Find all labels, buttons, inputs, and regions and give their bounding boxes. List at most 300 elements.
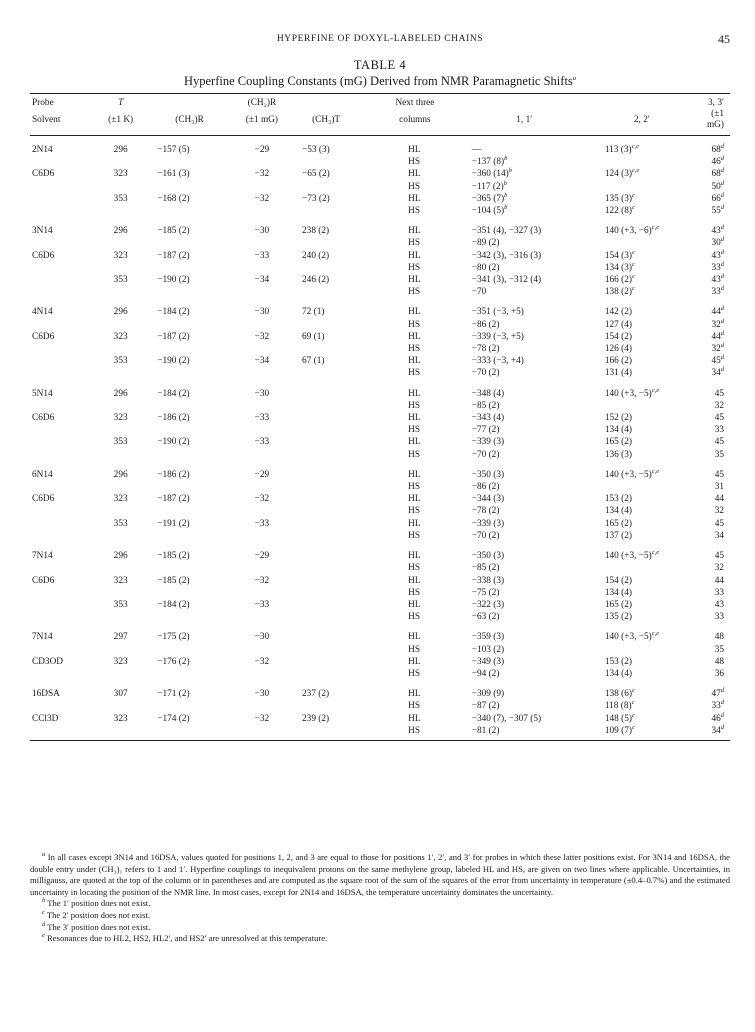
temperature-cell (94, 611, 147, 623)
table-row (30, 505, 730, 517)
proton-label-cell: HS (408, 644, 421, 655)
ch3-r-cell (147, 367, 232, 379)
ch3-t-cell (292, 156, 360, 168)
table-row (30, 623, 730, 643)
position-1-cell: −322 (3) (471, 599, 505, 610)
probe-solvent-cell: 6N14 (32, 469, 53, 480)
proton-label-cell: HS (408, 425, 421, 436)
footnote-mark: c,e (651, 386, 660, 394)
footnote-b-text: The 1′ position does not exist. (47, 898, 151, 909)
position-2-cell: 165 (2) (604, 599, 632, 610)
position-2-cell (579, 644, 705, 656)
ch2-r-cell: −33 (254, 250, 270, 261)
ch2-r-cell: −30 (254, 689, 270, 700)
position-2-cell: 165 (2) (604, 518, 632, 529)
footnote-e (30, 933, 730, 945)
table-row (30, 530, 730, 542)
ch3-t-cell (292, 449, 360, 461)
probe-solvent-cell: C6D6 (32, 169, 55, 180)
header-p3-uncertainty: (±1 mG) (705, 109, 730, 136)
ch2-r-cell (232, 367, 292, 379)
probe-solvent-cell: C6D6 (32, 413, 55, 424)
ch3-t-cell (292, 481, 360, 493)
ch3-r-cell (147, 505, 232, 517)
position-2-cell: 153 (2) (604, 494, 632, 505)
ch2-r-cell (232, 562, 292, 574)
probe-solvent-cell (30, 644, 94, 656)
footnote-mark: d (720, 366, 724, 374)
temperature-cell (94, 367, 147, 379)
ch2-r-cell: −34 (254, 275, 270, 286)
position-1-cell: −70 (2) (471, 449, 500, 460)
position-1-cell: −70 (2) (471, 368, 500, 379)
ch2-r-cell: −29 (254, 551, 270, 562)
table-row (30, 136, 730, 157)
temperature-cell: 353 (113, 518, 128, 529)
ch3-t-cell: 239 (2) (302, 713, 330, 724)
position-3-cell: 43$^d$ (711, 248, 724, 261)
footnote-mark: c (631, 260, 635, 268)
running-head (30, 34, 730, 48)
probe-solvent-cell (30, 530, 94, 542)
position-1-cell: −365 $(7)^b$ (471, 191, 508, 204)
table-row (30, 262, 730, 274)
ch2-r-cell: −33 (254, 413, 270, 424)
ch2-r-cell (232, 611, 292, 623)
ch2-r-cell: −29 (254, 469, 270, 480)
ch2-r-cell (232, 156, 292, 168)
footnote-mark: c,e (631, 142, 640, 150)
table-title-footnote-mark: a (572, 74, 577, 82)
position-2-cell (579, 562, 705, 574)
ch2-r-cell (232, 286, 292, 298)
position-2-cell: 153 (2) (604, 656, 632, 667)
ch3-r-cell: −185 (2) (157, 226, 190, 237)
ch3-t-cell (292, 530, 360, 542)
ch3-t-cell (292, 343, 360, 355)
ch3-r-cell: −184 (2) (157, 388, 190, 399)
position-2-cell: 140 (+3, −6)$^{c,e}$ (604, 224, 660, 237)
position-2-cell: 124 $(3)^{c,e}$ (604, 167, 640, 180)
footnote-mark: c (631, 711, 635, 719)
temperature-cell (94, 505, 147, 517)
probe-solvent-cell: 3N14 (32, 226, 53, 237)
ch2-r-cell: −32 (254, 656, 270, 667)
ch3-t-cell (292, 436, 360, 448)
header-p3: 3, 3′ (705, 94, 730, 110)
temperature-cell (94, 481, 147, 493)
position-1-cell: −350 (3) (471, 551, 505, 562)
table-footnotes (30, 852, 730, 945)
temperature-cell (94, 286, 147, 298)
temperature-cell (94, 181, 147, 193)
proton-label-cell: HL (408, 494, 421, 505)
probe-solvent-cell: C6D6 (32, 250, 55, 261)
probe-solvent-cell (30, 367, 94, 379)
proton-label-cell: HL (408, 331, 421, 342)
probe-solvent-cell (30, 587, 94, 599)
ch3-t-cell (292, 656, 360, 668)
proton-label-cell: HL (408, 145, 421, 155)
header-solvent: Solvent (30, 109, 94, 136)
proton-label-cell: HS (408, 368, 421, 379)
temperature-cell: 353 (113, 193, 128, 204)
position-3-cell: 32 (714, 400, 724, 411)
ch3-t-cell (292, 461, 360, 481)
position-3-cell: 32 (714, 563, 724, 574)
position-3-cell: 33$^d$ (711, 699, 724, 712)
footnote-b (30, 898, 730, 910)
temperature-cell: 323 (113, 494, 128, 505)
probe-solvent-cell (30, 400, 94, 412)
temperature-cell: 307 (113, 689, 128, 700)
table-row (30, 412, 730, 424)
ch3-r-cell (147, 700, 232, 712)
footnote-mark: c (631, 191, 635, 199)
footnote-mark: d (720, 723, 724, 731)
ch3-t-cell (292, 380, 360, 400)
position-3-cell: 44 (714, 494, 724, 505)
proton-label-cell: HS (408, 701, 421, 712)
table-row (30, 713, 730, 725)
position-1-cell: −343 (4) (471, 413, 505, 424)
position-2-cell (579, 400, 705, 412)
ch3-r-cell: −171 (2) (157, 689, 190, 700)
footnote-mark: d (720, 687, 724, 695)
position-2-cell: 140 (+3, −5)$^{c,e}$ (604, 549, 660, 562)
proton-label-cell: HL (408, 356, 421, 367)
proton-label-cell: HL (408, 275, 421, 286)
position-1-cell: −341 (3), −312 (4) (471, 275, 542, 286)
ch3-r-cell: −175 (2) (157, 632, 190, 643)
footnote-e-text: Resonances due to HL2, HS2, HL2′, and HS2′ are unresolved at this temperature. (47, 933, 328, 944)
position-1-cell: −350 (3) (471, 469, 505, 480)
table-row (30, 656, 730, 668)
ch2-r-cell (232, 424, 292, 436)
position-1-cell: −85 (2) (471, 400, 500, 411)
table-caption (30, 58, 730, 89)
position-1-cell: −78 (2) (471, 506, 500, 517)
probe-solvent-cell: CD3OD (32, 656, 63, 667)
footnote-mark: d (720, 203, 724, 211)
probe-solvent-cell (30, 611, 94, 623)
ch2-r-cell: −34 (254, 356, 270, 367)
ch3-r-cell (147, 181, 232, 193)
position-2-cell: 140 (+3, −5)$^{c,e}$ (604, 386, 660, 399)
position-1-cell: −86 (2) (471, 319, 500, 330)
position-2-cell: 122 $(8)^c$ (604, 203, 635, 217)
ch3-t-cell: −73 (2) (302, 193, 330, 204)
position-1-cell: −339 (3) (471, 518, 505, 529)
proton-label-cell: HL (408, 551, 421, 562)
position-3-cell: 45 (714, 437, 724, 448)
position-2-cell: 134 (4) (604, 506, 632, 517)
position-2-cell: 148 $(5)^c$ (604, 711, 635, 724)
ch3-t-cell (292, 587, 360, 599)
position-2-cell: 140 (+3, −5)$^{c,e}$ (604, 467, 660, 480)
ch3-r-cell (147, 400, 232, 412)
ch3-r-cell: −174 (2) (157, 713, 190, 724)
position-3-cell: 35 (714, 644, 724, 655)
probe-solvent-cell (30, 424, 94, 436)
position-1-cell: −75 (2) (471, 587, 500, 598)
position-3-cell: 33 (714, 425, 724, 436)
footnote-mark: c,e (631, 167, 640, 175)
position-1-cell: −349 (3) (471, 656, 505, 667)
running-title: HYPERFINE OF DOXYL-LABELED CHAINS (276, 34, 484, 44)
footnote-mark: d (720, 272, 724, 280)
temperature-cell (94, 343, 147, 355)
footnote-mark: c,e (651, 224, 660, 232)
table-row (30, 181, 730, 193)
position-2-cell (579, 237, 705, 249)
table-row (30, 493, 730, 505)
position-2-cell: 134 (4) (604, 668, 632, 679)
probe-solvent-cell (30, 668, 94, 680)
temperature-cell (94, 587, 147, 599)
position-3-cell: 44$^d$ (711, 329, 724, 342)
position-1-cell: −78 (2) (471, 344, 500, 355)
proton-label-cell: HL (408, 632, 421, 643)
proton-label-cell: HS (360, 725, 470, 741)
position-3-cell: 45 (714, 551, 724, 562)
temperature-cell (94, 319, 147, 331)
table-row (30, 575, 730, 587)
ch3-r-cell: −187 (2) (157, 331, 190, 342)
ch3-t-cell (292, 599, 360, 611)
ch3-r-cell: −185 (2) (157, 551, 190, 562)
ch3-t-cell: 67 (1) (302, 356, 325, 367)
position-1-cell: −89 (2) (471, 238, 500, 249)
temperature-cell: 323 (113, 413, 128, 424)
header-p2-top (579, 94, 705, 110)
position-1-cell: −348 (4) (471, 388, 505, 399)
position-2-cell (579, 156, 705, 168)
ch3-r-cell (147, 424, 232, 436)
header-row-2 (30, 109, 730, 136)
position-2-cell: 134 (4) (604, 425, 632, 436)
proton-label-cell: HL (408, 307, 421, 318)
proton-label-cell: HL (408, 599, 421, 610)
ch2-r-cell (232, 668, 292, 680)
ch3-r-cell: −191 (2) (157, 518, 190, 529)
ch3-r-cell: −157 (5) (157, 145, 190, 155)
ch3-r-cell: −185 (2) (157, 575, 190, 586)
position-1-cell: −104 $(5)^b$ (471, 203, 508, 217)
position-3-cell: 33 (714, 587, 724, 598)
header-p1-top (470, 94, 579, 110)
ch2-r-cell (232, 505, 292, 517)
position-3-cell: 68$^d$ (711, 167, 724, 180)
position-2-cell: 135 (2) (604, 612, 632, 623)
header-row-1 (30, 94, 730, 110)
ch3-t-cell: 69 (1) (302, 331, 325, 342)
ch3-t-cell (292, 286, 360, 298)
probe-solvent-cell: CCl3D (32, 713, 59, 724)
ch3-t-cell (292, 611, 360, 623)
ch2-r-cell: −33 (254, 518, 270, 529)
position-2-cell (579, 181, 705, 193)
ch2-r-cell (232, 205, 292, 217)
table-row (30, 343, 730, 355)
position-2-cell: 166 $(2)^c$ (604, 272, 635, 286)
ch2-r-cell (232, 449, 292, 461)
table-row (30, 367, 730, 379)
position-3-cell: 32$^d$ (711, 341, 724, 355)
ch3-r-cell: −184 (2) (157, 307, 190, 318)
position-1-cell: −103 (2) (471, 644, 505, 655)
temperature-cell: 296 (113, 145, 128, 155)
footnote-mark: d (720, 248, 724, 256)
position-1-cell: −86 (2) (471, 482, 500, 493)
header-next-three: Next three (360, 94, 470, 110)
footnote-mark: d (720, 167, 724, 175)
position-3-cell: 32$^d$ (711, 317, 724, 330)
ch2-r-cell (232, 400, 292, 412)
table-row (30, 286, 730, 298)
ch3-r-cell (147, 530, 232, 542)
ch2-r-cell (232, 481, 292, 493)
position-1-cell: −87 (2) (471, 701, 500, 712)
position-1-cell: −351 (4), −327 (3) (471, 226, 542, 237)
ch3-r-cell (147, 156, 232, 168)
position-1-cell: −85 (2) (471, 563, 500, 574)
ch3-r-cell (147, 286, 232, 298)
position-1-cell: −77 (2) (471, 425, 500, 436)
table-row (30, 481, 730, 493)
ch3-t-cell: 238 (2) (302, 226, 330, 237)
position-1-cell: −309 (9) (471, 689, 505, 700)
table-row (30, 599, 730, 611)
temperature-cell: 296 (113, 388, 128, 399)
proton-label-cell: HL (408, 656, 421, 667)
table-row (30, 725, 730, 741)
probe-solvent-cell: 7N14 (32, 632, 53, 643)
header-ct-top (292, 94, 360, 110)
proton-label-cell: HS (408, 238, 421, 249)
ch3-t-cell (292, 542, 360, 562)
proton-label-cell: HL (408, 437, 421, 448)
ch2-r-cell (232, 343, 292, 355)
footnote-c-mark: c (42, 909, 45, 917)
ch3-r-cell: −190 (2) (157, 275, 190, 286)
position-1-cell: −80 (2) (471, 262, 500, 273)
position-2-cell: 154 (2) (604, 575, 632, 586)
ch2-r-cell: −33 (254, 437, 270, 448)
ch2-r-cell (232, 530, 292, 542)
position-2-cell: 154 (2) (604, 331, 632, 342)
position-2-cell: 131 (4) (604, 368, 632, 379)
position-2-cell: 113 $(3)^{c,e}$ (604, 142, 640, 155)
ch2-r-cell: −30 (254, 307, 270, 318)
position-1-cell: — (471, 145, 482, 155)
ch3-t-cell (292, 725, 360, 741)
ch3-r-cell: −161 (3) (157, 169, 190, 180)
table-row (30, 562, 730, 574)
footnote-mark: b (503, 179, 507, 187)
ch3-t-cell (292, 493, 360, 505)
footnote-mark: c,e (651, 467, 660, 475)
table-row (30, 668, 730, 680)
proton-label-cell: HS (408, 506, 421, 517)
footnote-mark: c,e (651, 630, 660, 638)
position-3-cell: 45 (714, 413, 724, 424)
ch3-t-cell: −53 (3) (302, 145, 330, 155)
temperature-cell (94, 424, 147, 436)
position-3-cell: 47$^d$ (711, 687, 724, 700)
footnote-d-mark: d (42, 920, 46, 928)
position-3-cell: 45$^d$ (711, 354, 724, 367)
position-3-cell: 33$^d$ (711, 285, 724, 298)
ch3-t-cell: 240 (2) (302, 250, 330, 261)
temperature-cell: 323 (113, 713, 128, 724)
probe-solvent-cell (30, 156, 94, 168)
footnote-b-mark: b (42, 897, 46, 905)
ch3-t-cell (292, 575, 360, 587)
proton-label-cell: HL (408, 413, 421, 424)
ch3-t-cell (292, 562, 360, 574)
proton-label-cell: HL (408, 193, 421, 204)
footnote-mark: c (631, 687, 635, 695)
position-3-cell: 31 (714, 482, 724, 493)
header-position-2: 2, 2′ (579, 109, 705, 136)
probe-solvent-cell: C6D6 (32, 575, 55, 586)
footnote-mark: b (504, 203, 508, 211)
position-2-cell: 134 $(3)^c$ (604, 260, 635, 273)
ch3-t-cell (292, 623, 360, 643)
position-3-cell: 33$^d$ (711, 260, 724, 273)
position-3-cell: 36 (714, 668, 724, 679)
table-row (30, 587, 730, 599)
temperature-cell (94, 668, 147, 680)
ch3-r-cell: −187 (2) (157, 494, 190, 505)
ch3-r-cell: −190 (2) (157, 437, 190, 448)
footnote-mark: b (504, 191, 508, 199)
temperature-cell (94, 449, 147, 461)
header-ch2-uncertainty: (±1 mG) (232, 109, 292, 136)
temperature-cell: 353 (113, 437, 128, 448)
position-2-cell: 126 (4) (604, 344, 632, 355)
position-3-cell: 44$^d$ (711, 305, 724, 318)
table-row (30, 700, 730, 712)
ch2-r-cell (232, 181, 292, 193)
proton-label-cell: HL (408, 169, 421, 180)
footnote-mark: d (720, 699, 724, 707)
table-title-text: Hyperfine Coupling Constants (mG) Derived from NMR Paramagnetic Shifts (183, 74, 573, 88)
position-3-cell: 50$^d$ (711, 179, 724, 192)
temperature-cell: 323 (113, 169, 128, 180)
ch2-r-cell: −32 (254, 575, 270, 586)
header-r-top (147, 94, 232, 110)
temperature-cell: 353 (113, 275, 128, 286)
position-1-cell: −70 (471, 287, 487, 298)
position-1-cell: −94 (2) (471, 668, 500, 679)
proton-label-cell: HL (408, 250, 421, 261)
proton-label-cell: HS (408, 319, 421, 330)
temperature-cell: 296 (113, 307, 128, 318)
position-3-cell: 66$^d$ (711, 191, 724, 204)
position-3-cell: 35 (714, 449, 724, 460)
ch3-r-cell: −187 (2) (157, 250, 190, 261)
probe-solvent-cell: 2N14 (32, 145, 53, 155)
table-number: TABLE 4 (353, 58, 407, 72)
proton-label-cell: HS (408, 530, 421, 541)
ch3-r-cell (147, 237, 232, 249)
ch3-r-cell (147, 262, 232, 274)
position-2-cell: 127 (4) (604, 319, 632, 330)
table-row (30, 319, 730, 331)
probe-solvent-cell (30, 262, 94, 274)
